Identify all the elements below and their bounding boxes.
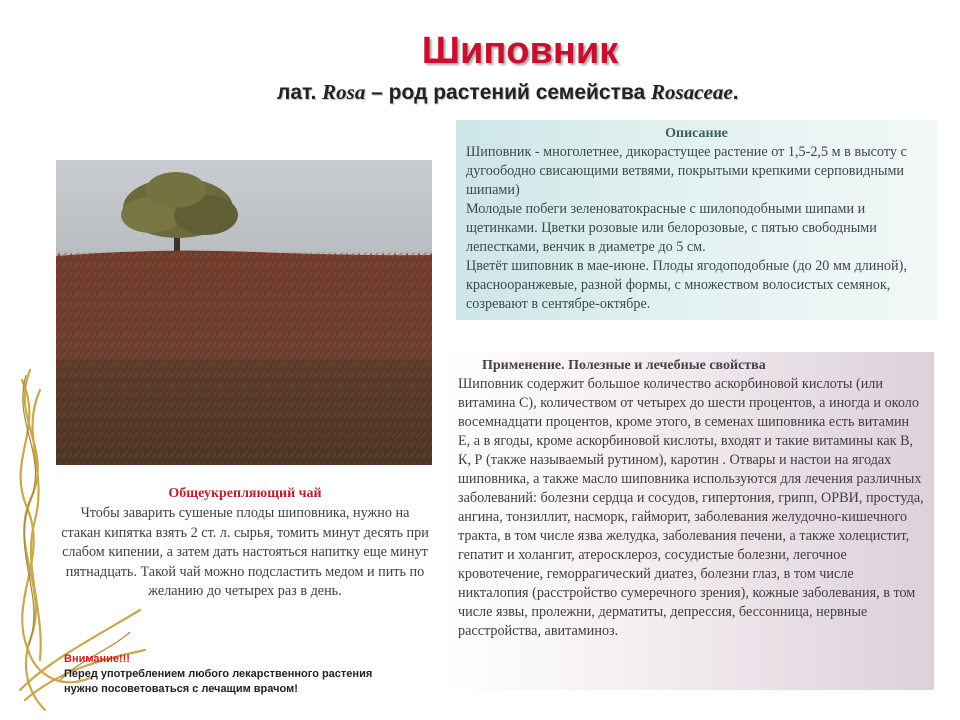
tea-text: Чтобы заварить сушеные плоды шиповника, нужно на стакан кипятка взять 2 ст. л. сырья, томить минут десять при слабом кипении, а затем дать настояться напитку еще минут пятнадцать. Такой чай можно подсластить медом и пить по желанию до четырех раз в день. xyxy=(61,505,429,599)
warning-line: нужно посоветоваться с лечащим врачом! xyxy=(64,683,298,695)
subtitle-prefix: лат. xyxy=(277,81,317,104)
subtitle-middle: – род растений семейства xyxy=(371,81,646,104)
description-panel xyxy=(456,120,937,320)
tea-heading: Общеукрепляющий чай xyxy=(168,486,322,501)
page-title: Шиповник xyxy=(421,30,619,72)
description-paragraph: Молодые побеги зеленоватокрасные с шилоподобными шипами и щетинками. Цветки розовые или белорозовые, с пятью свободными лепестками, венчик в диаметре до 5 см. xyxy=(466,201,877,255)
description-heading: Описание xyxy=(665,126,728,141)
subtitle-end: . xyxy=(732,81,739,104)
warning-line: Перед употреблением любого лекарственного растения xyxy=(64,668,373,680)
rosehip-field-photo xyxy=(56,160,432,465)
usage-text: Шиповник содержит большое количество аскорбиновой кислоты (или витамина С), количеством от четырех до шести процентов, а иногда и около восемнадцати процентов, кроме этого, в семенах шиповника есть витамин Е, а в ягоды, кроме аскорбиновой кислоты, входят и такие витамины как В, К, Р (также называемый рутином), каротин . Отвары и настои на ягодах шиповника, а также масло шиповника используются для лечения различных заболеваний: болезни сердца и сосудов, гипертония, грипп, ОРВИ, простуда, ангина, тонзиллит, насморк, гайморит, заболевания желудочно-кишечного тракта, в том числе язва желудка, заболевания печени, а также холецистит, гепатит и холангит, атеросклероз, сосудистые болезни, легочное кровотечение, геморрагический диатез, болезни глаз, в том числе никталопия (расстройство сумеречного зрения), кожные заболевания, в том числе язвы, пролежни, дерматиты, депрессия, бессонница, нервные расстройства, авитаминоз. xyxy=(458,376,924,639)
usage-panel xyxy=(448,352,934,690)
warning-note xyxy=(64,652,444,697)
subtitle-family: Rosaceae xyxy=(651,80,733,104)
description-paragraph: Шиповник - многолетнее, дикорастущее растение от 1,5-2,5 м в высоту с дугоободно свисающими ветвями, покрытыми крепкими серповидными шипами) xyxy=(466,144,907,198)
usage-heading: Применение. Полезные и лечебные свойства xyxy=(482,358,766,373)
warning-heading: Внимание!!! xyxy=(64,653,130,665)
page-subtitle xyxy=(277,80,797,105)
description-text xyxy=(466,143,927,314)
description-paragraph: Цветёт шиповник в мае-июне. Плоды ягодоподобные (до 20 мм длиной), краснооранжевые, разной формы, с множеством волосистых семянок, созревают в сентябре-октябре. xyxy=(466,258,907,312)
tea-recipe xyxy=(60,486,430,602)
subtitle-genus: Rosa xyxy=(322,80,366,104)
